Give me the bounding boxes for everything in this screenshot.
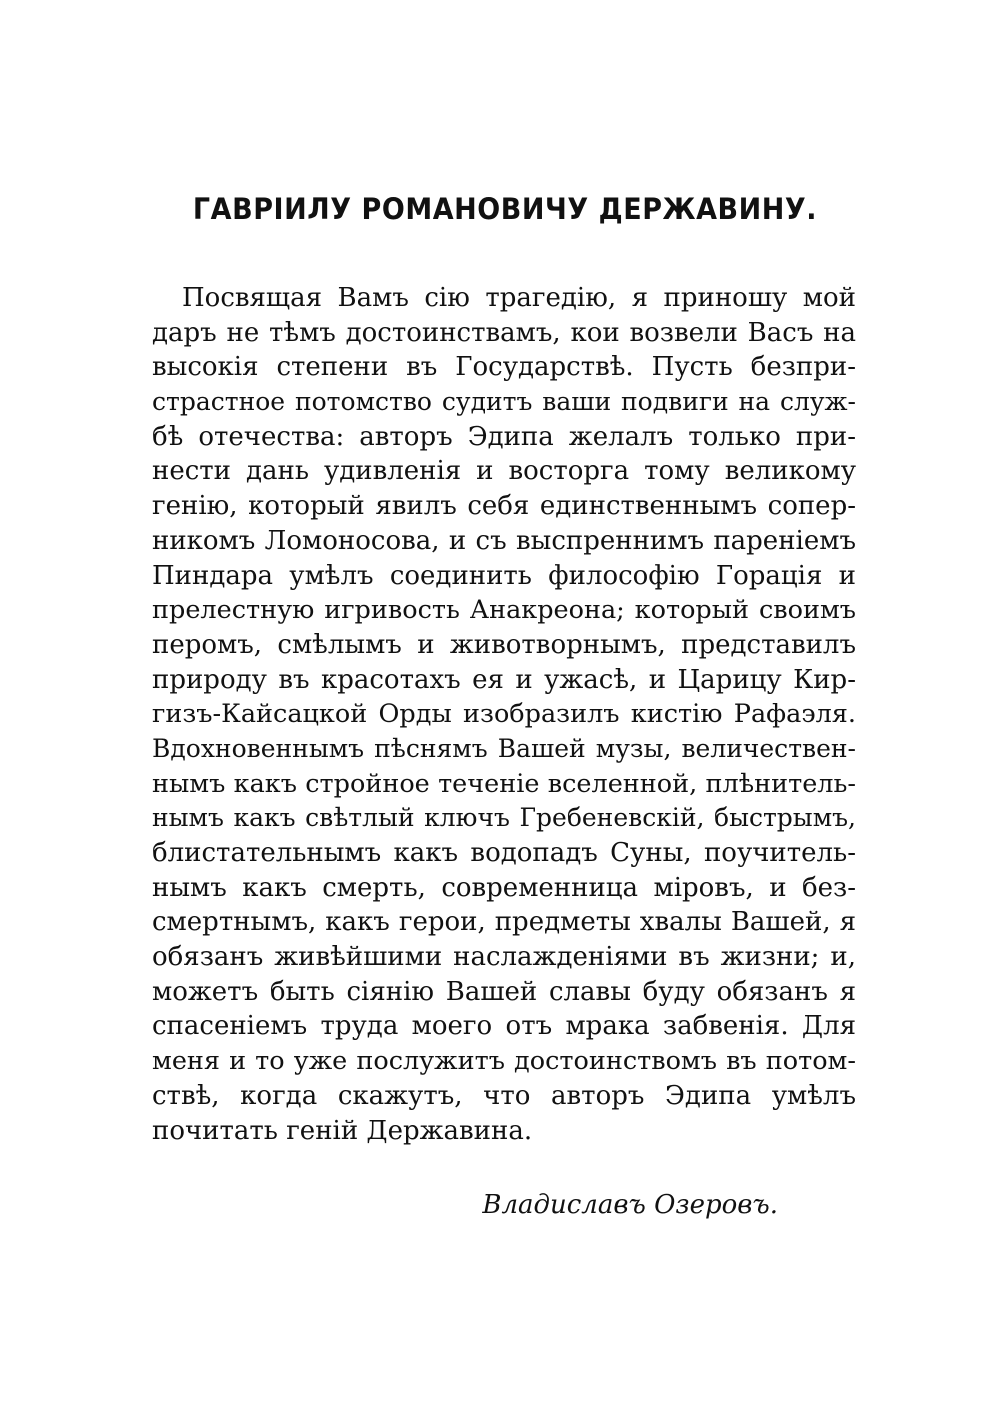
text-line: бѣ отечества: авторъ Эдипа желалъ только при- bbox=[152, 421, 856, 452]
text-line: Посвящая Вамъ сію трагедію, я приношу мой bbox=[182, 283, 856, 313]
text-line: нымъ какъ свѣтлый ключъ Гребеневскій, быстрымъ, bbox=[152, 803, 856, 833]
text-line: никомъ Ломоносова, и съ выспреннимъ пареніемъ bbox=[152, 525, 856, 556]
text-line: даръ не тѣмъ достоинствамъ, кои возвели Васъ на bbox=[152, 317, 856, 348]
text-line: генію, который явилъ себя единственнымъ сопер- bbox=[152, 491, 856, 522]
text-line: спасеніемъ труда моего отъ мрака забвенія. Для bbox=[152, 1011, 856, 1042]
text-line: нести дань удивленія и восторга тому великому bbox=[152, 456, 856, 487]
text-line: ствѣ, когда скажутъ, что авторъ Эдипа умѣлъ bbox=[152, 1080, 856, 1111]
text-line: можетъ быть сіянію Вашей славы буду обязанъ я bbox=[152, 976, 856, 1007]
text-line: нымъ какъ смерть, современница міровъ, и без- bbox=[152, 872, 856, 903]
text-line: высокія степени въ Государствѣ. Пусть безпри- bbox=[152, 352, 856, 383]
text-line: страстное потомство судитъ ваши подвиги на служ- bbox=[152, 387, 856, 417]
text-line: Вдохновеннымъ пѣснямъ Вашей музы, величествен- bbox=[152, 733, 856, 763]
text-line: обязанъ живѣйшими наслажденіями въ жизни; и, bbox=[152, 942, 856, 973]
text-line: перомъ, смѣлымъ и животворнымъ, представилъ bbox=[152, 629, 856, 660]
author-signature: Владиславъ Озеровъ. bbox=[482, 1190, 778, 1220]
dedication-text bbox=[152, 281, 856, 1148]
text-line: Пиндара умѣлъ соединить философію Горація и bbox=[152, 560, 856, 591]
dedication-heading: ГАВРІИЛУ РОМАНОВИЧУ ДЕРЖАВИНУ. bbox=[192, 192, 818, 226]
text-line: блистательнымъ какъ водопадъ Суны, поучитель- bbox=[152, 838, 856, 868]
text-line: природу въ красотахъ ея и ужасѣ, и Царицу Кир- bbox=[152, 664, 856, 695]
text-line: гизъ-Кайсацкой Орды изобразилъ кистію Рафаэля. bbox=[152, 699, 856, 730]
text-line: нымъ какъ стройное теченіе вселенной, плѣнитель- bbox=[152, 768, 856, 799]
text-line: меня и то уже послужитъ достоинствомъ въ потом- bbox=[152, 1046, 856, 1077]
text-line: прелестную игривость Анакреона; который своимъ bbox=[152, 595, 856, 626]
text-line: почитать геній Державина. bbox=[152, 1115, 533, 1146]
text-line: смертнымъ, какъ герои, предметы хвалы Вашей, я bbox=[152, 907, 856, 938]
